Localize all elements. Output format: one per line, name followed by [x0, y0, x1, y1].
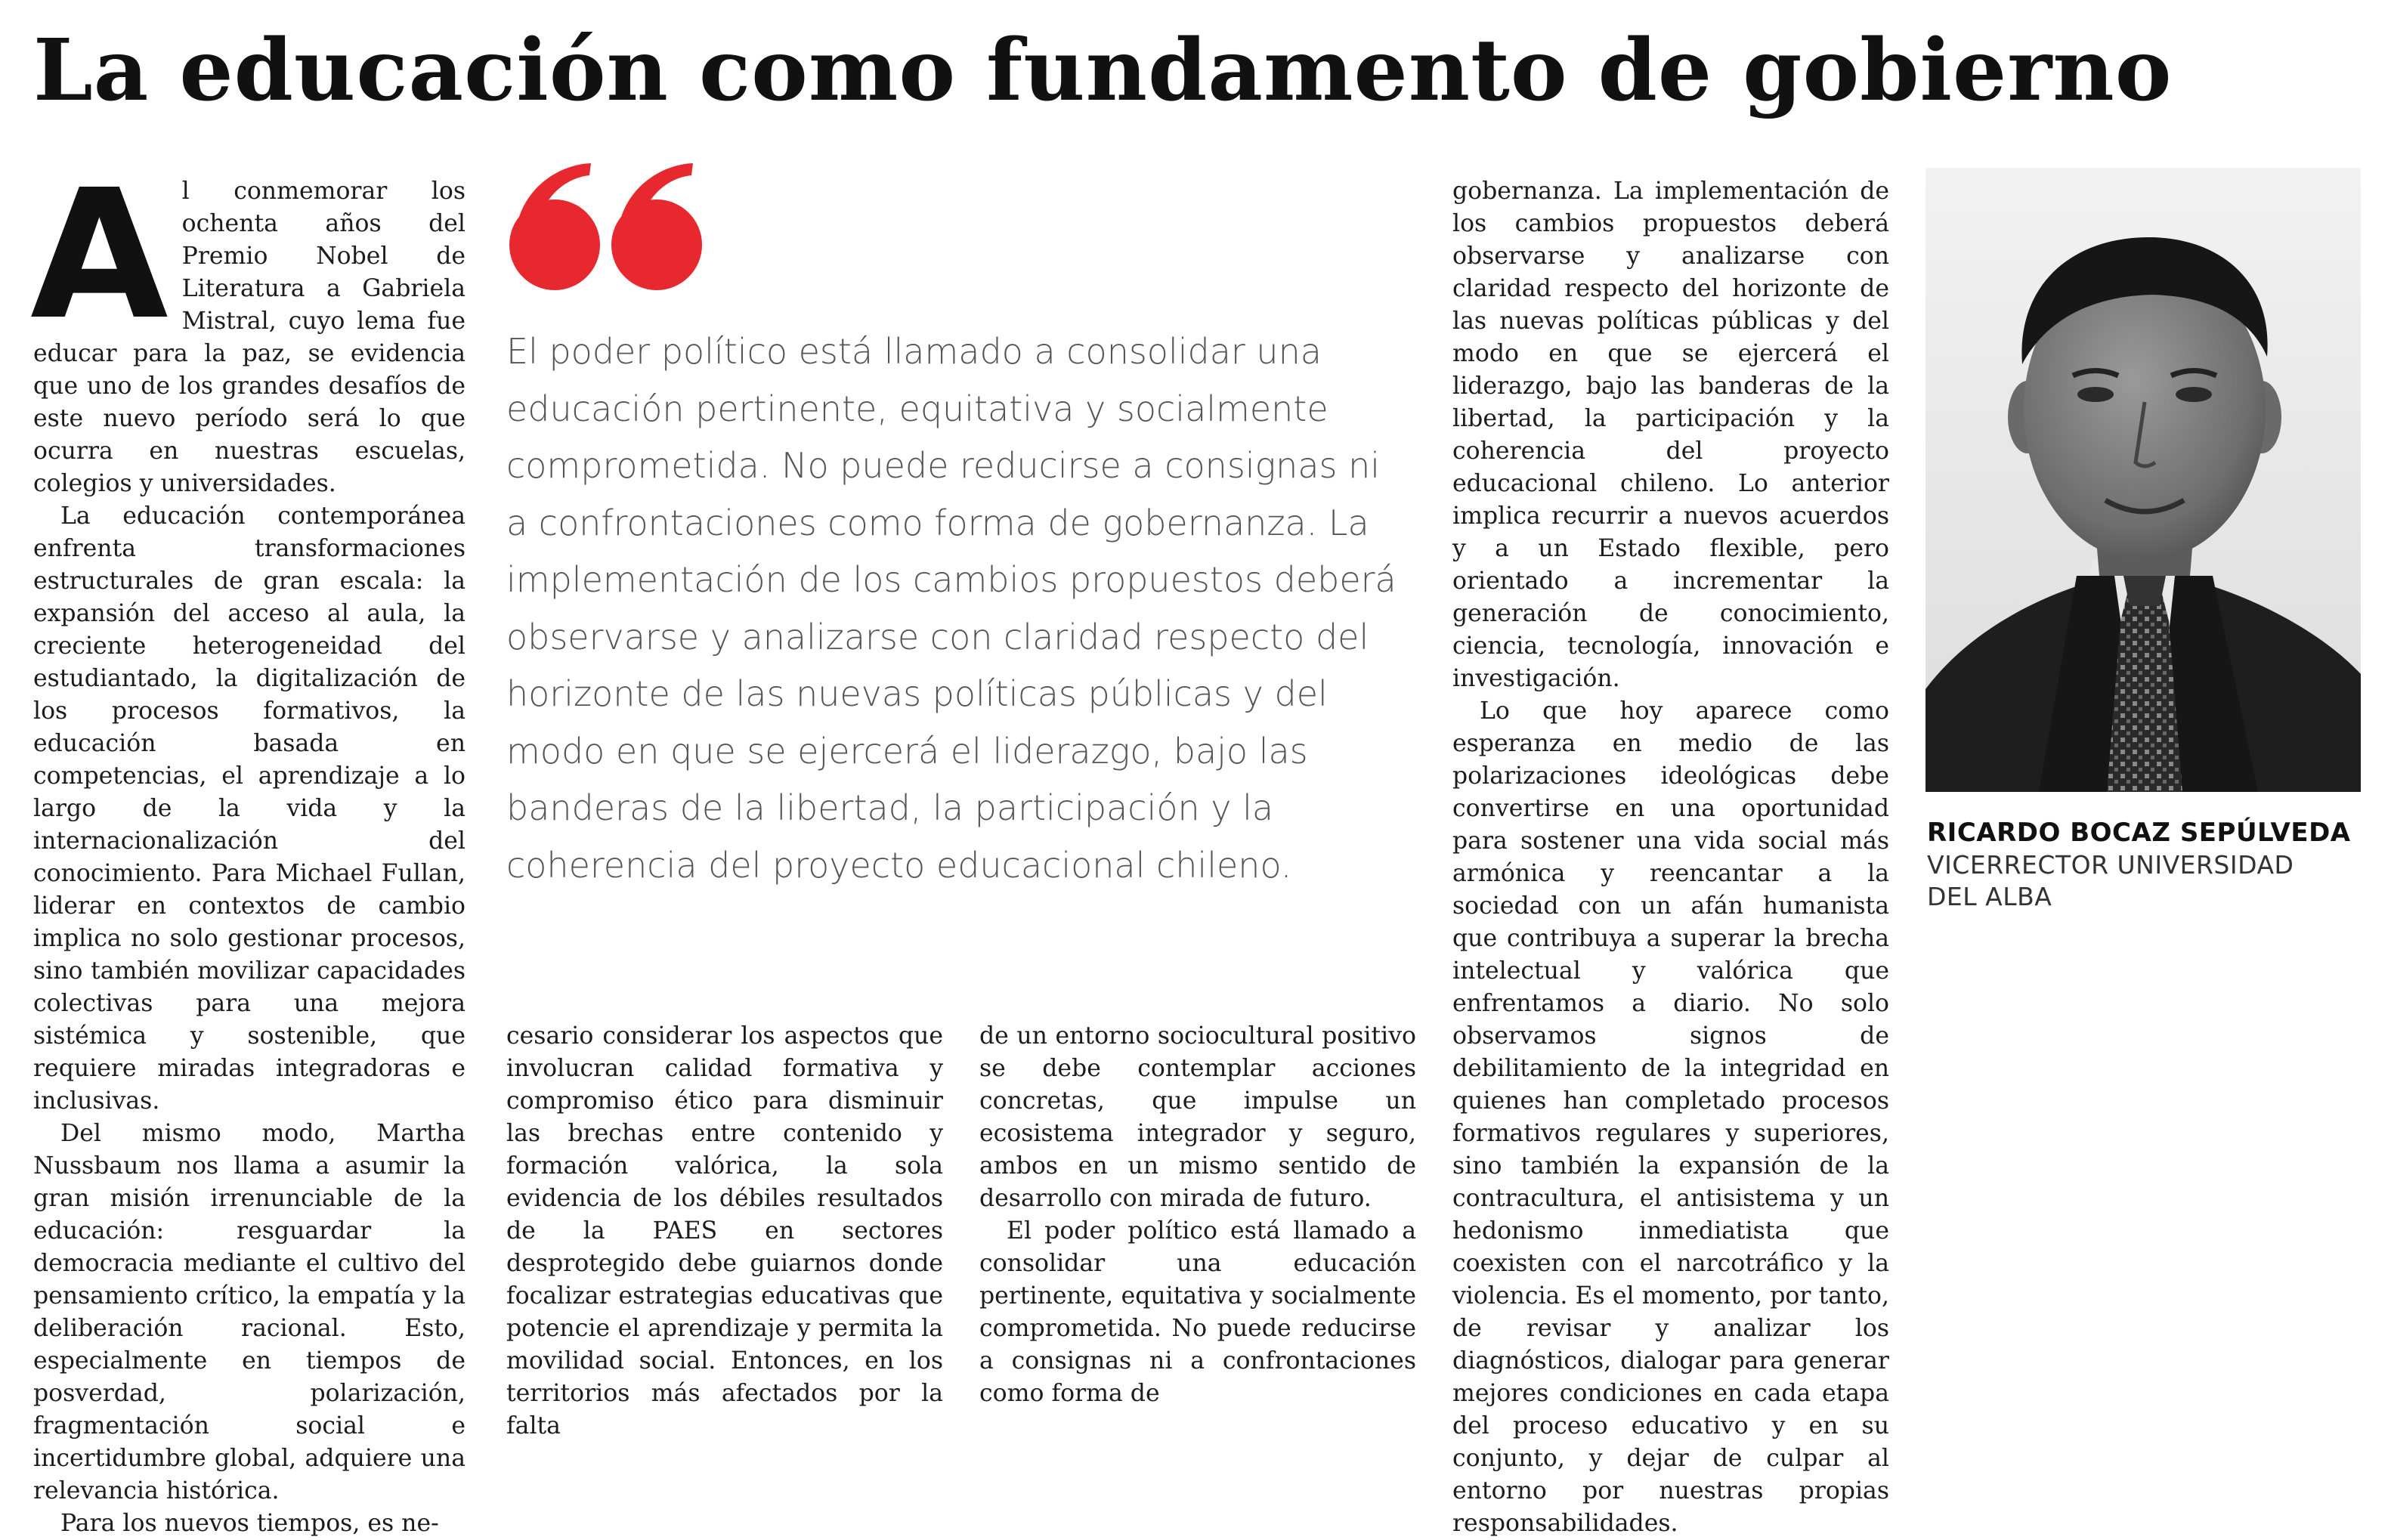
- article-column-1: [30, 151, 466, 1540]
- paragraph: La educación contemporánea enfrenta transformaciones estructurales de gran escala: la expansión del acceso al aula, la creciente heterogeneidad del estudiantado, la digitalización de los procesos formativos, la educación basada en competencias, el aprendizaje a lo largo de la vida y la internacionalización del conocimiento. Para Michael Fullan, liderar en contextos de cambio implica no solo gestionar procesos, sino también movilizar capacidades colectivas para una mejora sistémica y sostenible, que requiere miradas integradoras e inclusivas.: [33, 503, 466, 1115]
- paragraph: gobernanza. La implementación de los cambios propuestos deberá observarse y analizarse con claridad respecto del horizonte de las nuevas políticas públicas y del modo en que se ejercerá el liderazgo, bajo las banderas de la libertad, la participación y la coherencia del proyecto educacional chileno. Lo anterior implica recurrir a nuevos acuerdos y a un Estado flexible, pero orientado a incrementar la generación de conocimiento, ciencia, tecnología, innovación e investigación.: [1452, 178, 1889, 692]
- author-role: VICERRECTOR UNIVERSIDAD DEL ALBA: [1927, 850, 2294, 911]
- paragraph: Del mismo modo, Martha Nussbaum nos llama a asumir la gran misión irrenunciable de la educación: resguardar la democracia mediante el cultivo del pensamiento crítico, la empatía y la deliberación racional. Esto, especialmente en tiempos de posverdad, polarización, fragmentación social e incertidumbre global, adquiere una relevancia histórica.: [33, 1120, 466, 1504]
- paragraph: de un entorno sociocultural positivo se debe contemplar acciones concretas, que impulse un ecosistema integrador y seguro, ambos en un mismo sentido de desarrollo con mirada de futuro.: [979, 1022, 1416, 1212]
- pull-quote: El poder político está llamado a consolidar una educación pertinente, equitativa y socialmente comprometida. No puede reducirse a consignas ni a confrontaciones como forma de gobernanza. La implementación de los cambios propuestos deberá observarse y analizarse con claridad respecto del horizonte de las nuevas políticas públicas y del modo en que se ejercerá el liderazgo, bajo las banderas de la libertad, la participación y la coherencia del proyecto educacional chileno.: [506, 331, 1397, 886]
- opening-quote-icon: [502, 156, 713, 299]
- article-column-2: [506, 1020, 943, 1443]
- article-column-3: [979, 1020, 1416, 1410]
- paragraph: Lo que hoy aparece como esperanza en medio de las polarizaciones ideológicas debe convertirse en una oportunidad para sostener una vida social más armónica y reencantar a la sociedad con un afán humanista que contribuya a superar la brecha intelectual y valórica que enfrentamos a diario. No solo observamos signos de debilitamiento de la integridad en quienes han completado procesos formativos regulares y superiores, sino también la expansión de la contracultura, el antisistema y un hedonismo inmediatista que coexisten con el narcotráfico y la violencia. Es el momento, por tanto, de revisar y analizar los diagnósticos, dialogar para generar mejores condiciones en cada etapa del proceso educativo y en su conjunto, y dejar de culpar al entorno por nuestras propias responsabilidades.: [1452, 697, 1889, 1537]
- paragraph: Para los nuevos tiempos, es ne-: [60, 1510, 439, 1537]
- paragraph: Al conmemorar los ochenta años del Premio Nobel de Literatura a Gabriela Mistral, cuyo lema fue educar para la paz, se evidencia que uno de los grandes desafíos de este nuevo período será lo que ocurra en nuestras escuelas, colegios y universidades.: [30, 151, 466, 497]
- drop-cap: A: [30, 151, 169, 359]
- headline: La educación como fundamento de gobierno: [33, 21, 2173, 120]
- paragraph: El poder político está llamado a consolidar una educación pertinente, equitativa y socialmente comprometida. No puede reducirse a consignas ni a confrontaciones como forma de: [979, 1217, 1416, 1407]
- author-portrait-image: [1925, 168, 2361, 792]
- author-name: RICARDO BOCAZ SEPÚLVEDA: [1927, 818, 2351, 848]
- author-portrait: [1925, 168, 2361, 792]
- paragraph: cesario considerar los aspectos que involucran calidad formativa y compromiso ético para disminuir las brechas entre contenido y formación valórica, la sola evidencia de los débiles resultados de la PAES en sectores desprotegido debe guiarnos donde focalizar estrategias educativas que potencie el aprendizaje y permita la movilidad social. Entonces, en los territorios más afectados por la falta: [506, 1022, 943, 1439]
- article-column-4: [1452, 175, 1889, 1540]
